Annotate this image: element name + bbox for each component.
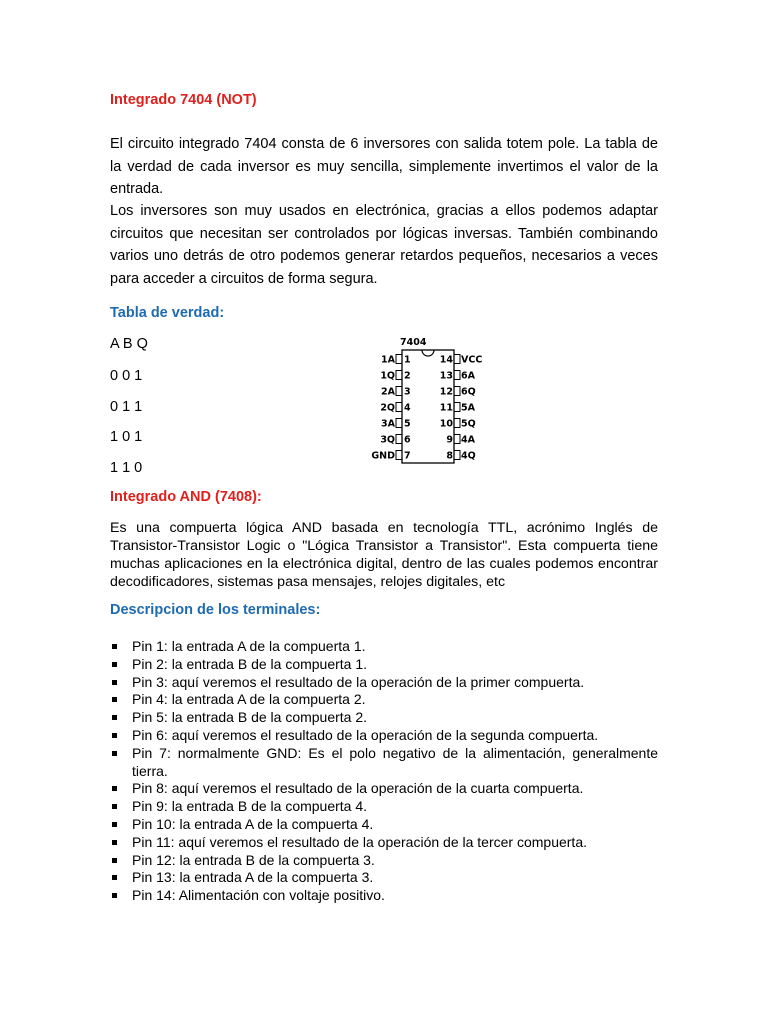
pin-number: 2 <box>404 370 411 382</box>
pin-number: 1 <box>404 354 411 366</box>
list-item <box>110 869 658 887</box>
pin-description-text: Pin 7: normalmente GND: Es el polo negativo de la alimentación, generalmente tierra. <box>132 744 658 779</box>
list-item <box>110 780 658 798</box>
bullet-icon <box>112 644 117 649</box>
pin-box <box>396 403 402 412</box>
pin-description-text: Pin 14: Alimentación con voltaje positivo. <box>132 887 385 904</box>
pin-label: 2A <box>381 386 395 398</box>
list-item <box>110 709 658 727</box>
pin-description-text: Pin 12: la entrada B de la compuerta 3. <box>132 851 375 868</box>
pin-description-text: Pin 1: la entrada A de la compuerta 1. <box>132 638 366 654</box>
section-title-7404: Integrado 7404 (NOT) <box>110 92 257 108</box>
pin-description-text: Pin 13: la entrada A de la compuerta 3. <box>132 869 374 886</box>
pin-description-text: Pin 6: aquí veremos el resultado de la operación de la segunda compuerta. <box>132 726 599 743</box>
list-item <box>110 727 658 745</box>
truth-table-row: 0 0 1 <box>110 368 143 384</box>
pin-description-text: Pin 9: la entrada B de la compuerta 4. <box>132 798 368 815</box>
pin-label: GND <box>371 450 395 462</box>
pin-number: 5 <box>404 418 411 430</box>
pin-label: 3A <box>381 418 395 430</box>
bullet-icon <box>112 858 117 863</box>
pin-label: 1A <box>381 354 395 366</box>
pin-number: 14 <box>439 354 453 366</box>
terminals-title: Descripcion de los terminales: <box>110 602 321 618</box>
pin-description-text: Pin 10: la entrada A de la compuerta 4. <box>132 815 374 832</box>
pin-box <box>396 419 402 428</box>
pin-description-text: Pin 2: la entrada B de la compuerta 1. <box>132 655 368 672</box>
pin-number: 3 <box>404 386 411 398</box>
bullet-icon <box>112 680 117 685</box>
pin-description-text: Pin 3: aquí veremos el resultado de la operación de la primer compuerta. <box>132 673 585 690</box>
pin-label: 2Q <box>380 402 395 414</box>
truth-table-title: Tabla de verdad: <box>110 305 225 321</box>
pin-label: 6A <box>461 370 475 382</box>
pin-label: 1Q <box>380 370 395 382</box>
pin-box <box>396 387 402 396</box>
bullet-icon <box>112 804 117 809</box>
chip-notch <box>422 350 434 356</box>
pin-box <box>454 435 460 444</box>
list-item <box>110 638 658 656</box>
list-item <box>110 852 658 870</box>
section-title-7408: Integrado AND (7408): <box>110 489 262 505</box>
list-item <box>110 834 658 852</box>
pin-box <box>454 419 460 428</box>
bullet-icon <box>112 751 117 756</box>
bullet-icon <box>112 786 117 791</box>
pin-number: 9 <box>446 434 453 446</box>
list-item <box>110 887 658 905</box>
pin-box <box>454 355 460 364</box>
truth-table-row: 0 1 1 <box>110 399 143 415</box>
pin-label: 6Q <box>461 386 476 398</box>
pin-description-text: Pin 11: aquí veremos el resultado de la operación de la tercer compuerta. <box>132 833 587 850</box>
pin-description-text: Pin 5: la entrada B de la compuerta 2. <box>132 709 368 726</box>
pin-label: 4A <box>461 434 475 446</box>
list-item <box>110 656 658 674</box>
pin-number: 6 <box>404 434 411 446</box>
pin-number: 11 <box>439 402 453 414</box>
pin-label: 4Q <box>461 450 476 462</box>
terminals-list <box>110 638 658 905</box>
list-item <box>110 798 658 816</box>
pin-box <box>396 435 402 444</box>
chip-7404-pinout-diagram <box>360 334 500 469</box>
pin-label: 5A <box>461 402 475 414</box>
pin-description-text: Pin 8: aquí veremos el resultado de la operación de la cuarta compuerta. <box>132 780 584 797</box>
bullet-icon <box>112 822 117 827</box>
list-item <box>110 816 658 834</box>
pin-box <box>454 371 460 380</box>
paragraph-inverters-usage: Los inversores son muy usados en electrónica, gracias a ellos podemos adaptar circuitos que necesitan ser controlados por lógicas inversas. También combinando varios uno detrás de otro podemos generar retardos pequeños, necesarios a veces para acceder a circuitos de forma segura. <box>110 203 658 287</box>
chip-name-label: 7404 <box>400 337 427 348</box>
bullet-icon <box>112 662 117 667</box>
bullet-icon <box>112 697 117 702</box>
bullet-icon <box>112 875 117 880</box>
pin-box <box>454 451 460 460</box>
pin-label: VCC <box>461 354 483 366</box>
pin-number: 4 <box>404 402 411 414</box>
pin-description-text: Pin 4: la entrada A de la compuerta 2. <box>132 691 366 708</box>
list-item <box>110 745 658 781</box>
pin-number: 12 <box>439 386 453 398</box>
list-item <box>110 691 658 709</box>
pin-box <box>396 371 402 380</box>
truth-table-row: 1 0 1 <box>110 429 143 445</box>
pin-box <box>454 387 460 396</box>
bullet-icon <box>112 893 117 898</box>
list-item <box>110 674 658 692</box>
pin-label: 3Q <box>380 434 395 446</box>
bullet-icon <box>112 733 117 738</box>
pin-box <box>396 355 402 364</box>
pin-box <box>396 451 402 460</box>
bullet-icon <box>112 840 117 845</box>
pin-label: 5Q <box>461 418 476 430</box>
paragraph-7404-intro: El circuito integrado 7404 consta de 6 inversores con salida totem pole. La tabla de la verdad de cada inversor es muy sencilla, simplemente invertimos el valor de la entrada. <box>110 136 658 197</box>
pin-number: 13 <box>439 370 453 382</box>
pin-box <box>454 403 460 412</box>
bullet-icon <box>112 715 117 720</box>
truth-table-header: A B Q <box>110 336 148 352</box>
paragraph-7408-description: Es una compuerta lógica AND basada en tecnología TTL, acrónimo Inglés de Transistor-Transistor Logic o "Lógica Transistor a Transistor". Esta compuerta tiene muchas aplicaciones en la electrónica digital, dentro de las cuales podemos encontrar decodificadores, sistemas pasa mensajes, relojes digitales, etc <box>110 520 658 590</box>
pin-number: 8 <box>446 450 453 462</box>
pin-number: 7 <box>404 450 411 462</box>
truth-table-row: 1 1 0 <box>110 460 143 476</box>
pin-number: 10 <box>439 418 453 430</box>
